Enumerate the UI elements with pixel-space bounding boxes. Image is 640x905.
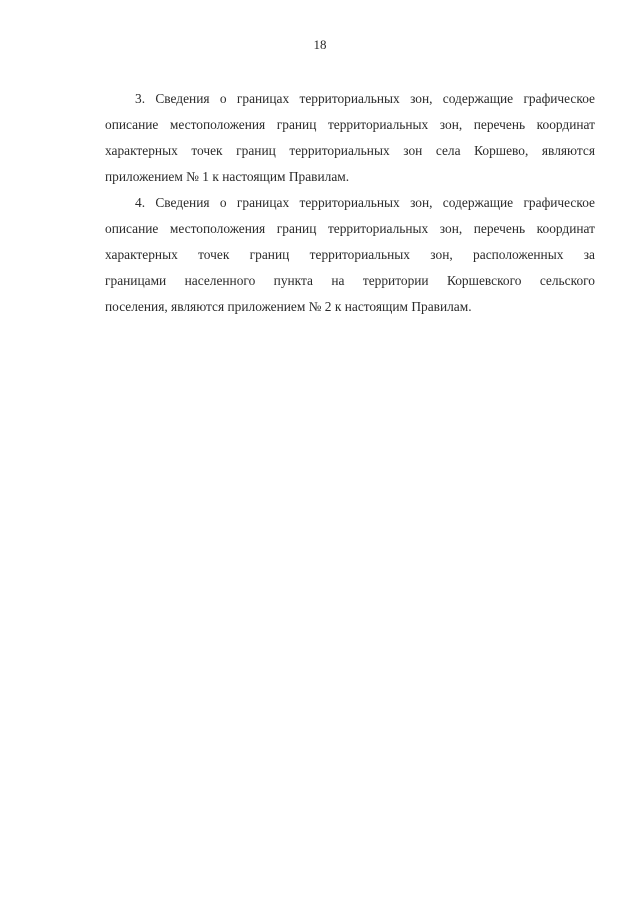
paragraph-line: описание местоположения границ территориальных зон, перечень координат [105,117,595,132]
page-number: 18 [313,37,327,52]
paragraph-line: характерных точек границ территориальных зон села Коршево, являются [105,143,595,158]
paragraph-line: 3. Сведения о границах территориальных зон, содержащие графическое [135,91,595,106]
paragraph-line: характерных точек границ территориальных зон, расположенных за [105,247,595,262]
document-body [105,86,595,320]
paragraph-line: описание местоположения границ территориальных зон, перечень координат [105,221,595,236]
paragraph-4 [105,190,595,320]
paragraph-line: поселения, являются приложением № 2 к настоящим Правилам. [105,299,472,314]
paragraph-line: 4. Сведения о границах территориальных зон, содержащие графическое [135,195,595,210]
paragraph-line: приложением № 1 к настоящим Правилам. [105,169,350,184]
paragraph-3 [105,86,595,190]
paragraph-line: границами населенного пункта на территории Коршевского сельского [105,273,595,288]
